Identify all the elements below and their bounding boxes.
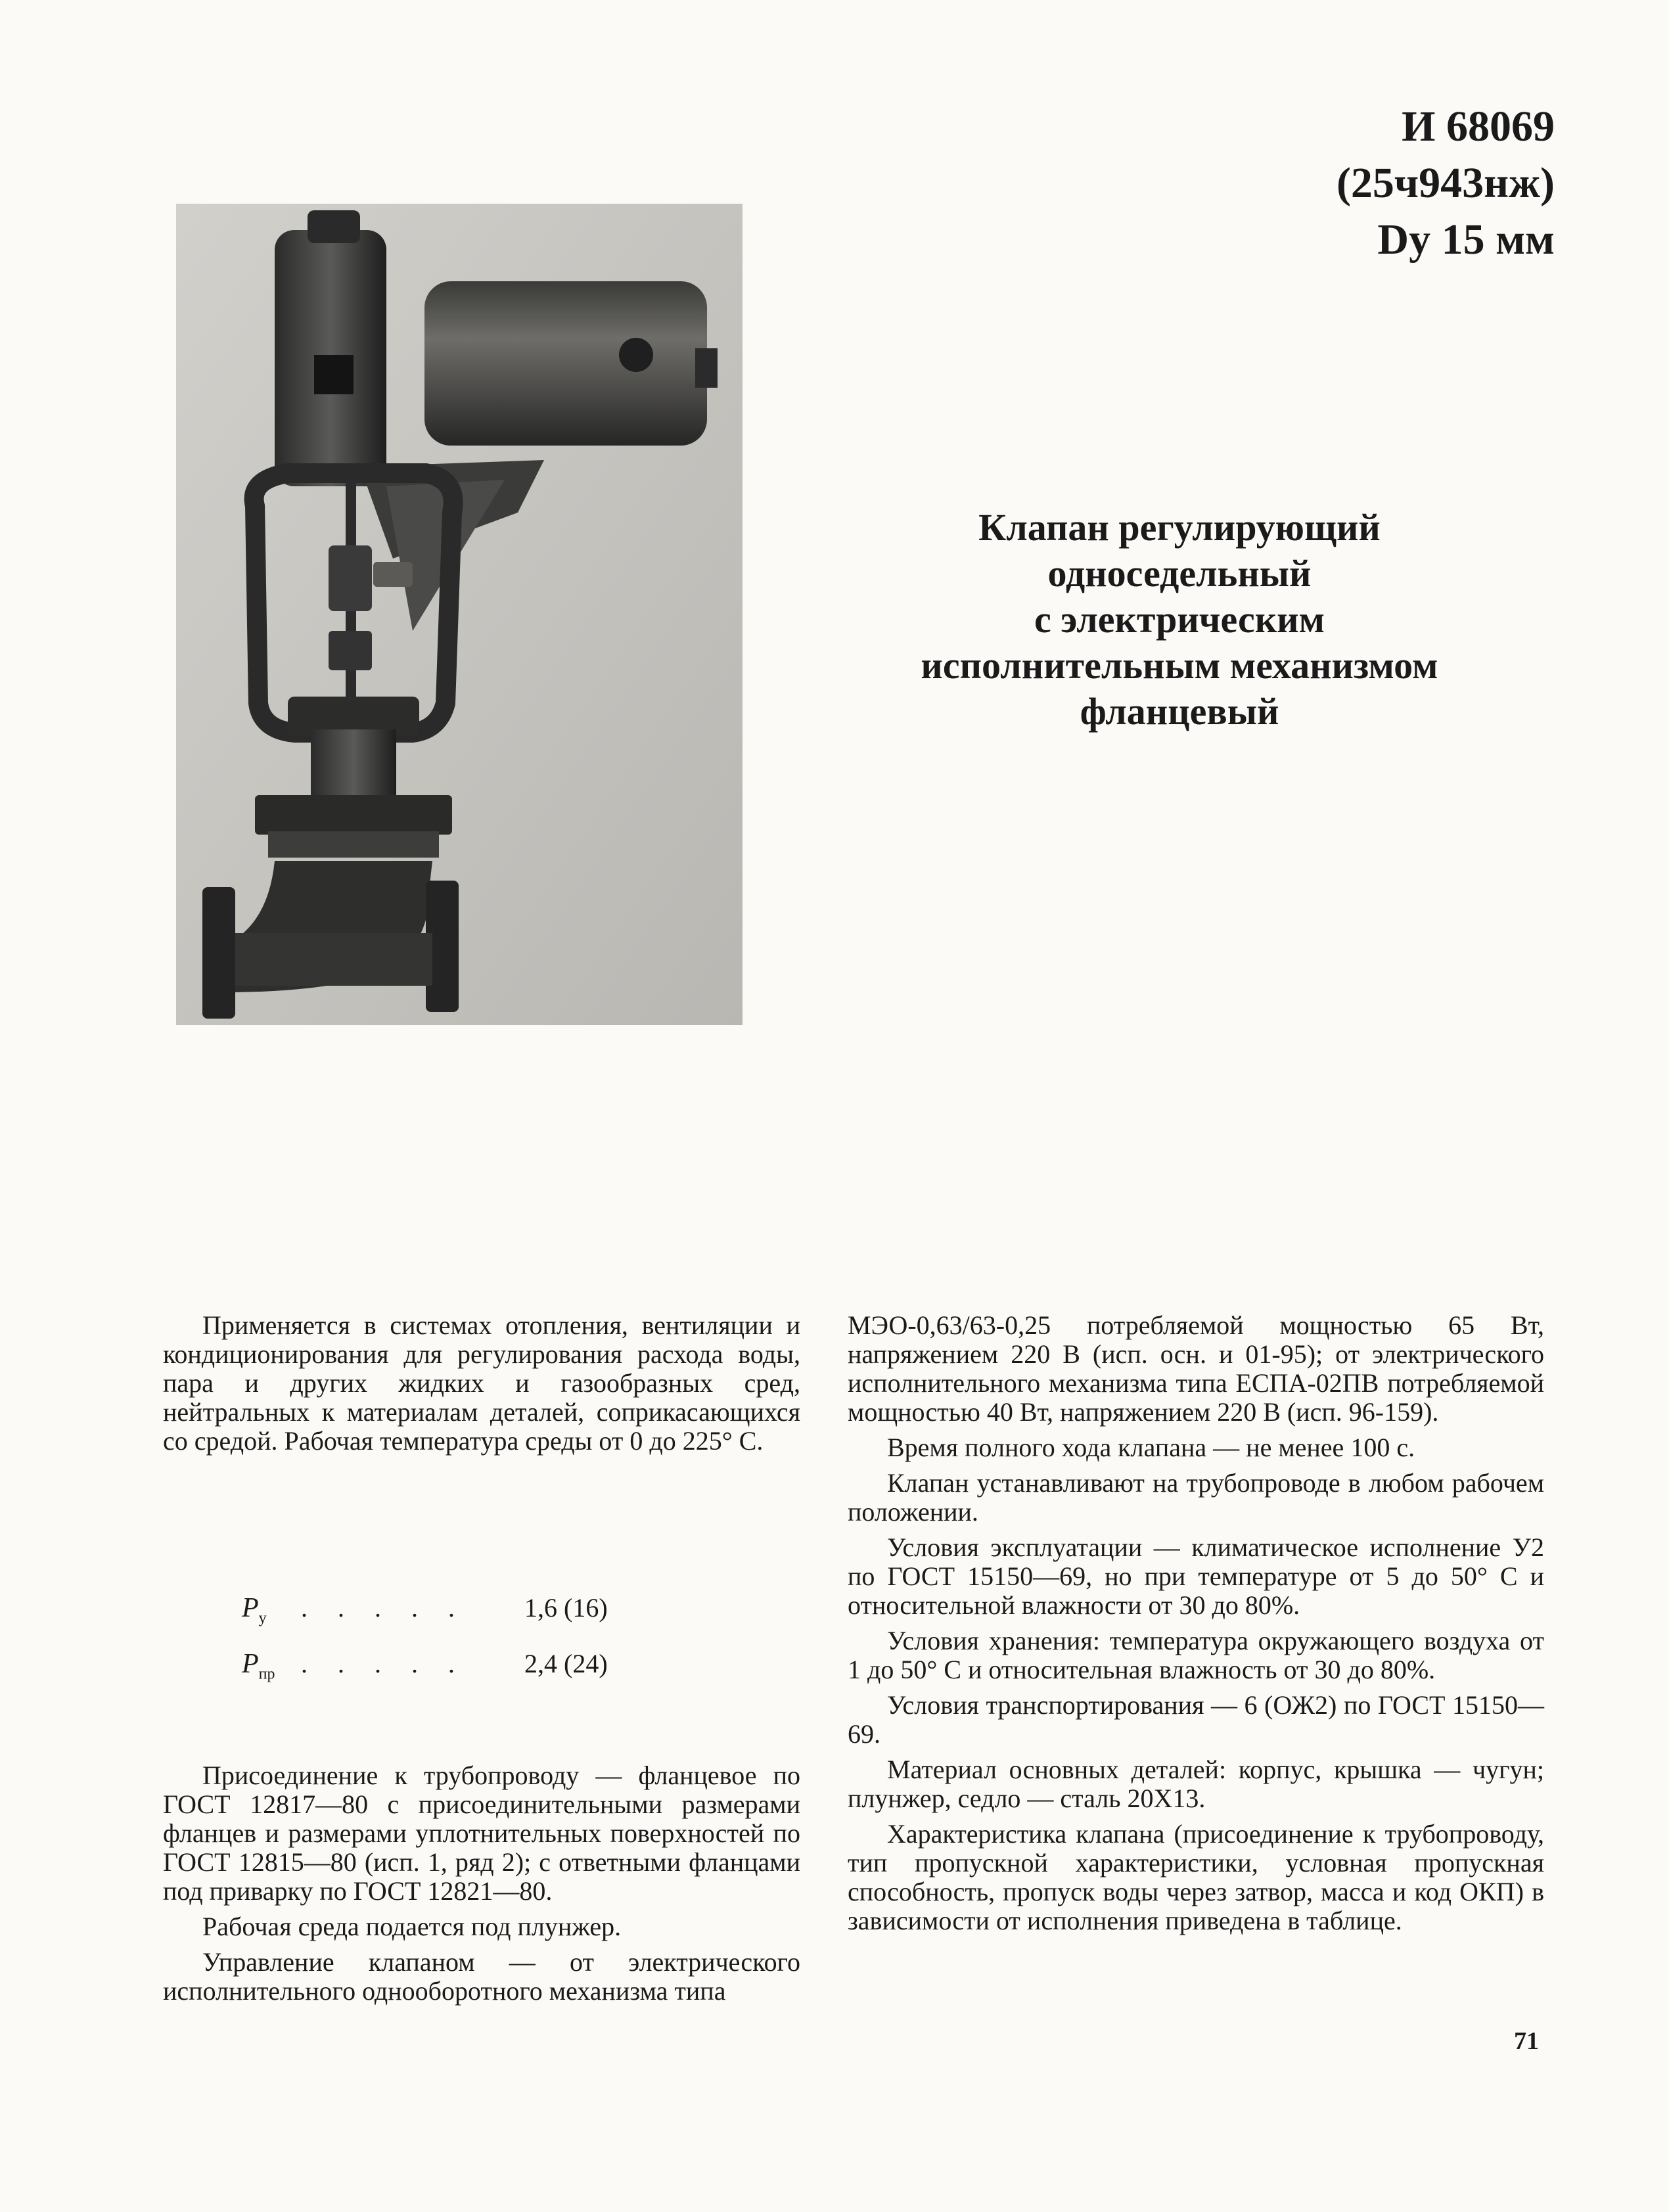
right-column (848, 1311, 1544, 1942)
pressure-row (242, 1641, 643, 1697)
storage-conditions-paragraph: Условия хранения: температура окружающего воздуха от 1 до 50° С и относительная влажность от 30 до 80%. (848, 1626, 1544, 1684)
medium-paragraph: Рабочая среда подается под плунжер. (202, 1912, 622, 1941)
operation-conditions-paragraph: Условия эксплуатации — климатическое исполнение У2 по ГОСТ 15150—69, но при температуре от 5 до 50° С и относительной влажности от 30 до 80%. (848, 1532, 1544, 1620)
left-column-lower (163, 1761, 800, 2012)
pressure-value: 1,6 (16) (524, 1593, 608, 1623)
left-column (163, 1311, 800, 1462)
pressure-symbol: $P_{пр}$ (242, 1649, 275, 1683)
product-marking: (25ч943нж) (1336, 159, 1555, 207)
control-paragraph: Управление клапаном — от электрического исполнительного однооборотного механизма типа (163, 1947, 800, 2006)
characteristic-paragraph: Характеристика клапана (присоединение к трубопроводу, тип пропускной характеристики, условная пропускная способность, пропуск воды через затвор, масса и код ОКП) в зависимости от исполнения приведена в таблице. (848, 1819, 1544, 1935)
title-line: с электрическим (1034, 598, 1325, 641)
pressure-value: 2,4 (24) (524, 1649, 608, 1679)
leader-dots: . . . . . (301, 1649, 467, 1679)
pressure-symbol: $P_у$ (242, 1593, 267, 1627)
material-paragraph: Материал основных деталей: корпус, крышка — чугун; плунжер, седло — сталь 20Х13. (848, 1755, 1544, 1813)
leader-dots: . . . . . (301, 1593, 467, 1623)
control-continuation-paragraph: МЭО-0,63/63-0,25 потребляемой мощностью 65 Вт, напряжением 220 В (исп. осн. и 01-95); от электрического исполнительного механизма типа ЕСПА-02ПВ потребляемой мощностью 40 Вт, напряжением 220 В (исп. 96-159). (848, 1310, 1544, 1427)
product-code: И 68069 (1402, 103, 1555, 150)
title-line: фланцевый (1080, 690, 1279, 733)
application-paragraph: Применяется в системах отопления, вентиляции и кондиционирования для регулирования расхода воды, пара и других жидких и газообразных сред, нейтральных к материалам деталей, соприкасающихся со средой. Рабочая температура среды от 0 до 225° С. (163, 1310, 800, 1456)
identification-block (1337, 99, 1555, 268)
pressure-row (242, 1585, 643, 1641)
page-number: 71 (1514, 2027, 1539, 2055)
valve-photo (176, 204, 743, 1025)
nominal-diameter: Dy 15 мм (1377, 216, 1555, 264)
pressure-table (242, 1585, 643, 1697)
title-line: односедельный (1047, 552, 1312, 595)
connection-paragraph: Присоединение к трубопроводу — фланцевое по ГОСТ 12817—80 с присоединительными размерами фланцев и размерами уплотнительных поверхностей по ГОСТ 12815—80 (исп. 1, ряд 2); с ответными фланцами под приварку по ГОСТ 12821—80. (163, 1761, 800, 1906)
title-line: исполнительным механизмом (921, 644, 1438, 687)
installation-paragraph: Клапан устанавливают на трубопроводе в любом рабочем положении. (848, 1468, 1544, 1527)
transport-conditions-paragraph: Условия транспортирования — 6 (ОЖ2) по ГОСТ 15150—69. (848, 1690, 1544, 1749)
document-title (828, 505, 1531, 735)
title-line: Клапан регулирующий (978, 506, 1381, 549)
stroke-time-paragraph: Время полного хода клапана — не менее 100 с. (887, 1433, 1415, 1462)
